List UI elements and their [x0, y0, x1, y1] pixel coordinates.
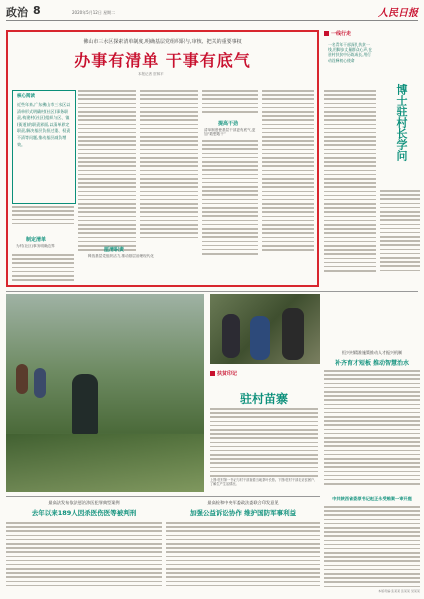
- photo-visit-figure-2: [250, 316, 270, 360]
- photo-title: 驻村苗寨: [240, 392, 289, 406]
- lead-headline: 办事有清单 干事有底气: [74, 51, 251, 70]
- photo-tag-square-icon: [210, 371, 215, 376]
- right-column: [324, 30, 420, 287]
- masthead-logo: 人民日报: [378, 8, 418, 19]
- photo-caption: 上图:驻村第一书记与村干部查看当地茶叶长势。下图:驻村干部走访贫困户,了解生产生活情况。: [210, 478, 316, 487]
- lead-kicker: 佛山市三水区探索清单制度,明确基层党组织职与,审核、把关的重要事权: [83, 39, 242, 45]
- core-reading-text: 近些年来,广东佛山市三水区以清单形式明确村(社区)事务职责,构建村(社区)组织与区、镇(街道)的职责界面,以清单界定职责,解决基层负担过重、权责不清等问题,推动基层减负增效。: [17, 102, 71, 147]
- bottom-left-headline: 去年以来189人因杀医伤医等被判刑: [31, 509, 137, 517]
- photo-visit-figure-1: [222, 314, 240, 358]
- photo-body: [210, 408, 318, 479]
- right-tag: 一线行走: [324, 30, 351, 37]
- bottom-left-kicker: 最高法发布依法惩治涉医犯罪典型案例: [48, 500, 120, 505]
- side-body: [324, 370, 420, 487]
- core-reading-label: 核心阅读: [17, 94, 35, 99]
- core-reading-box: [12, 90, 76, 204]
- footer-editors: 本版责编:张某某 张某某 吴某某: [378, 589, 420, 593]
- right-vertical-title: 博士驻村长学问: [395, 84, 408, 161]
- page-header: [6, 4, 420, 18]
- subhead-1: 制定清单: [26, 237, 47, 243]
- lead-story-frame: [6, 30, 319, 287]
- subhead-2-text: 清单制度使基层干部更有底气,更加“敢想敢干”: [204, 128, 256, 137]
- subhead-3-text: 释放基层党组织活力,推动基层治理现代化: [88, 254, 154, 258]
- body-col-2: [78, 90, 136, 253]
- subhead-1-text: 为村(社区)事务明确边界: [16, 244, 55, 248]
- bottom-divider: [6, 496, 320, 497]
- right-body-a: [324, 90, 376, 274]
- page-number: 8: [33, 4, 41, 17]
- tag-square-icon: [324, 31, 329, 36]
- side-headline: 补齐育才短板 推动智慧治水: [334, 360, 410, 367]
- photo-figure-3: [34, 368, 46, 398]
- photo-visit-figure-3: [282, 308, 304, 360]
- bottom-mid-kicker: 最高检和中央军委政法委联合印发意见: [207, 500, 279, 505]
- side-brief-headline: 中共陕西省委原书记赵正永受贿案一审开庭: [332, 496, 412, 501]
- body-col-4a: [202, 90, 258, 115]
- body-col-1: [12, 206, 74, 227]
- photo-tag: 扶贫印记: [210, 370, 237, 377]
- subhead-2: 提高干劲: [218, 121, 239, 127]
- photo-figure-2: [16, 364, 28, 394]
- header-rule: [6, 20, 418, 21]
- body-col-3: [140, 90, 198, 241]
- body-col-5: [262, 90, 314, 253]
- divider: [6, 291, 418, 292]
- side-kicker: 恒兴村精准施策推动人才振兴机制: [342, 350, 402, 355]
- subhead-3: 厘清职责: [104, 247, 125, 253]
- issue-date: 2020年5月12日 星期二: [72, 10, 116, 15]
- right-tag-text: 一名青年干部深扎扶贫一线,用脚步丈量群众心声,在驻村扶贫中历练成长,用行动诠释初心使命: [328, 42, 373, 63]
- section-name: 政治: [6, 6, 28, 19]
- body-col-1b: [12, 254, 74, 283]
- photo-figure: [72, 374, 98, 434]
- body-col-4b: [202, 140, 258, 257]
- photo-visit: [210, 294, 320, 364]
- lead-byline: 本报记者 贺林平: [138, 72, 164, 76]
- right-body-b: [380, 190, 420, 274]
- bottom-left-body: [6, 522, 162, 589]
- photo-terraces: [6, 294, 204, 492]
- bottom-mid-headline: 加强公益诉讼协作 维护国防军事利益: [189, 509, 297, 517]
- bottom-mid-body: [166, 522, 320, 589]
- photo-terrace-field: [6, 434, 204, 492]
- side-brief-body: [324, 506, 420, 590]
